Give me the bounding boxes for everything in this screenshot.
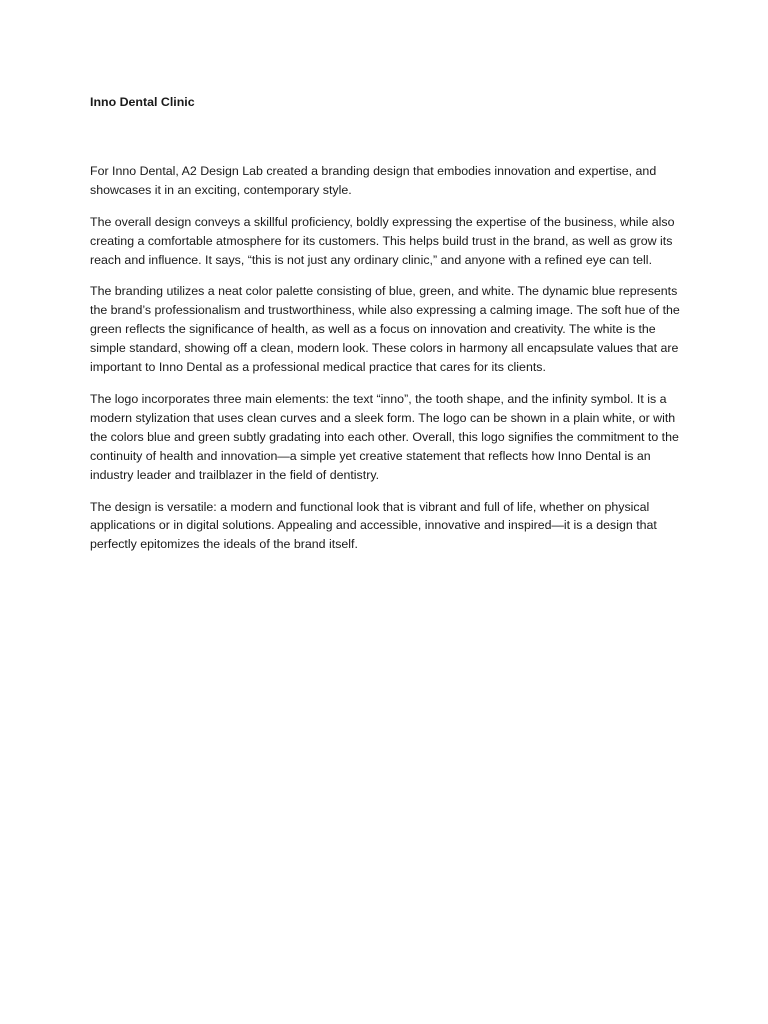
paragraph-versatility: The design is versatile: a modern and functional look that is vibrant and full of life, whether on physical applications or in digital solutions. Appealing and accessible, innovative and inspired—it is a design that perfectly epitomizes the ideals of the brand itself. — [90, 499, 657, 552]
document-body — [90, 93, 680, 567]
document-title: Inno Dental Clinic — [90, 95, 195, 109]
paragraph-logo: The logo incorporates three main elements: the text “inno”, the tooth shape, and the infinity symbol. It is a modern stylization that uses clean curves and a sleek form. The logo can be shown in a plain white, or with the colors blue and green subtly gradating into each other. Overall, this logo signifies the commitment to the continuity of health and innovation—a simple yet creative statement that reflects how Inno Dental is an industry leader and trailblazer in the field of dentistry. — [90, 391, 679, 482]
paragraph-color-palette: The branding utilizes a neat color palette consisting of blue, green, and white. The dynamic blue represents the brand’s professionalism and trustworthiness, while also expressing a calming image. The soft hue of the green reflects the significance of health, as well as a focus on innovation and creativity. The white is the simple standard, showing off a clean, modern look. These colors in harmony all encapsulate values that are important to Inno Dental as a professional medical practice that cares for its clients. — [90, 284, 680, 375]
paragraph-overall-design: The overall design conveys a skillful proficiency, boldly expressing the expertise of the business, while also creating a comfortable atmosphere for its customers. This helps build trust in the brand, as well as grow its reach and influence. It says, “this is not just any ordinary clinic,” and anyone with a refined eye can tell. — [90, 214, 675, 267]
paragraph-intro: For Inno Dental, A2 Design Lab created a branding design that embodies innovation and expertise, and showcases it in an exciting, contemporary style. — [90, 163, 657, 197]
